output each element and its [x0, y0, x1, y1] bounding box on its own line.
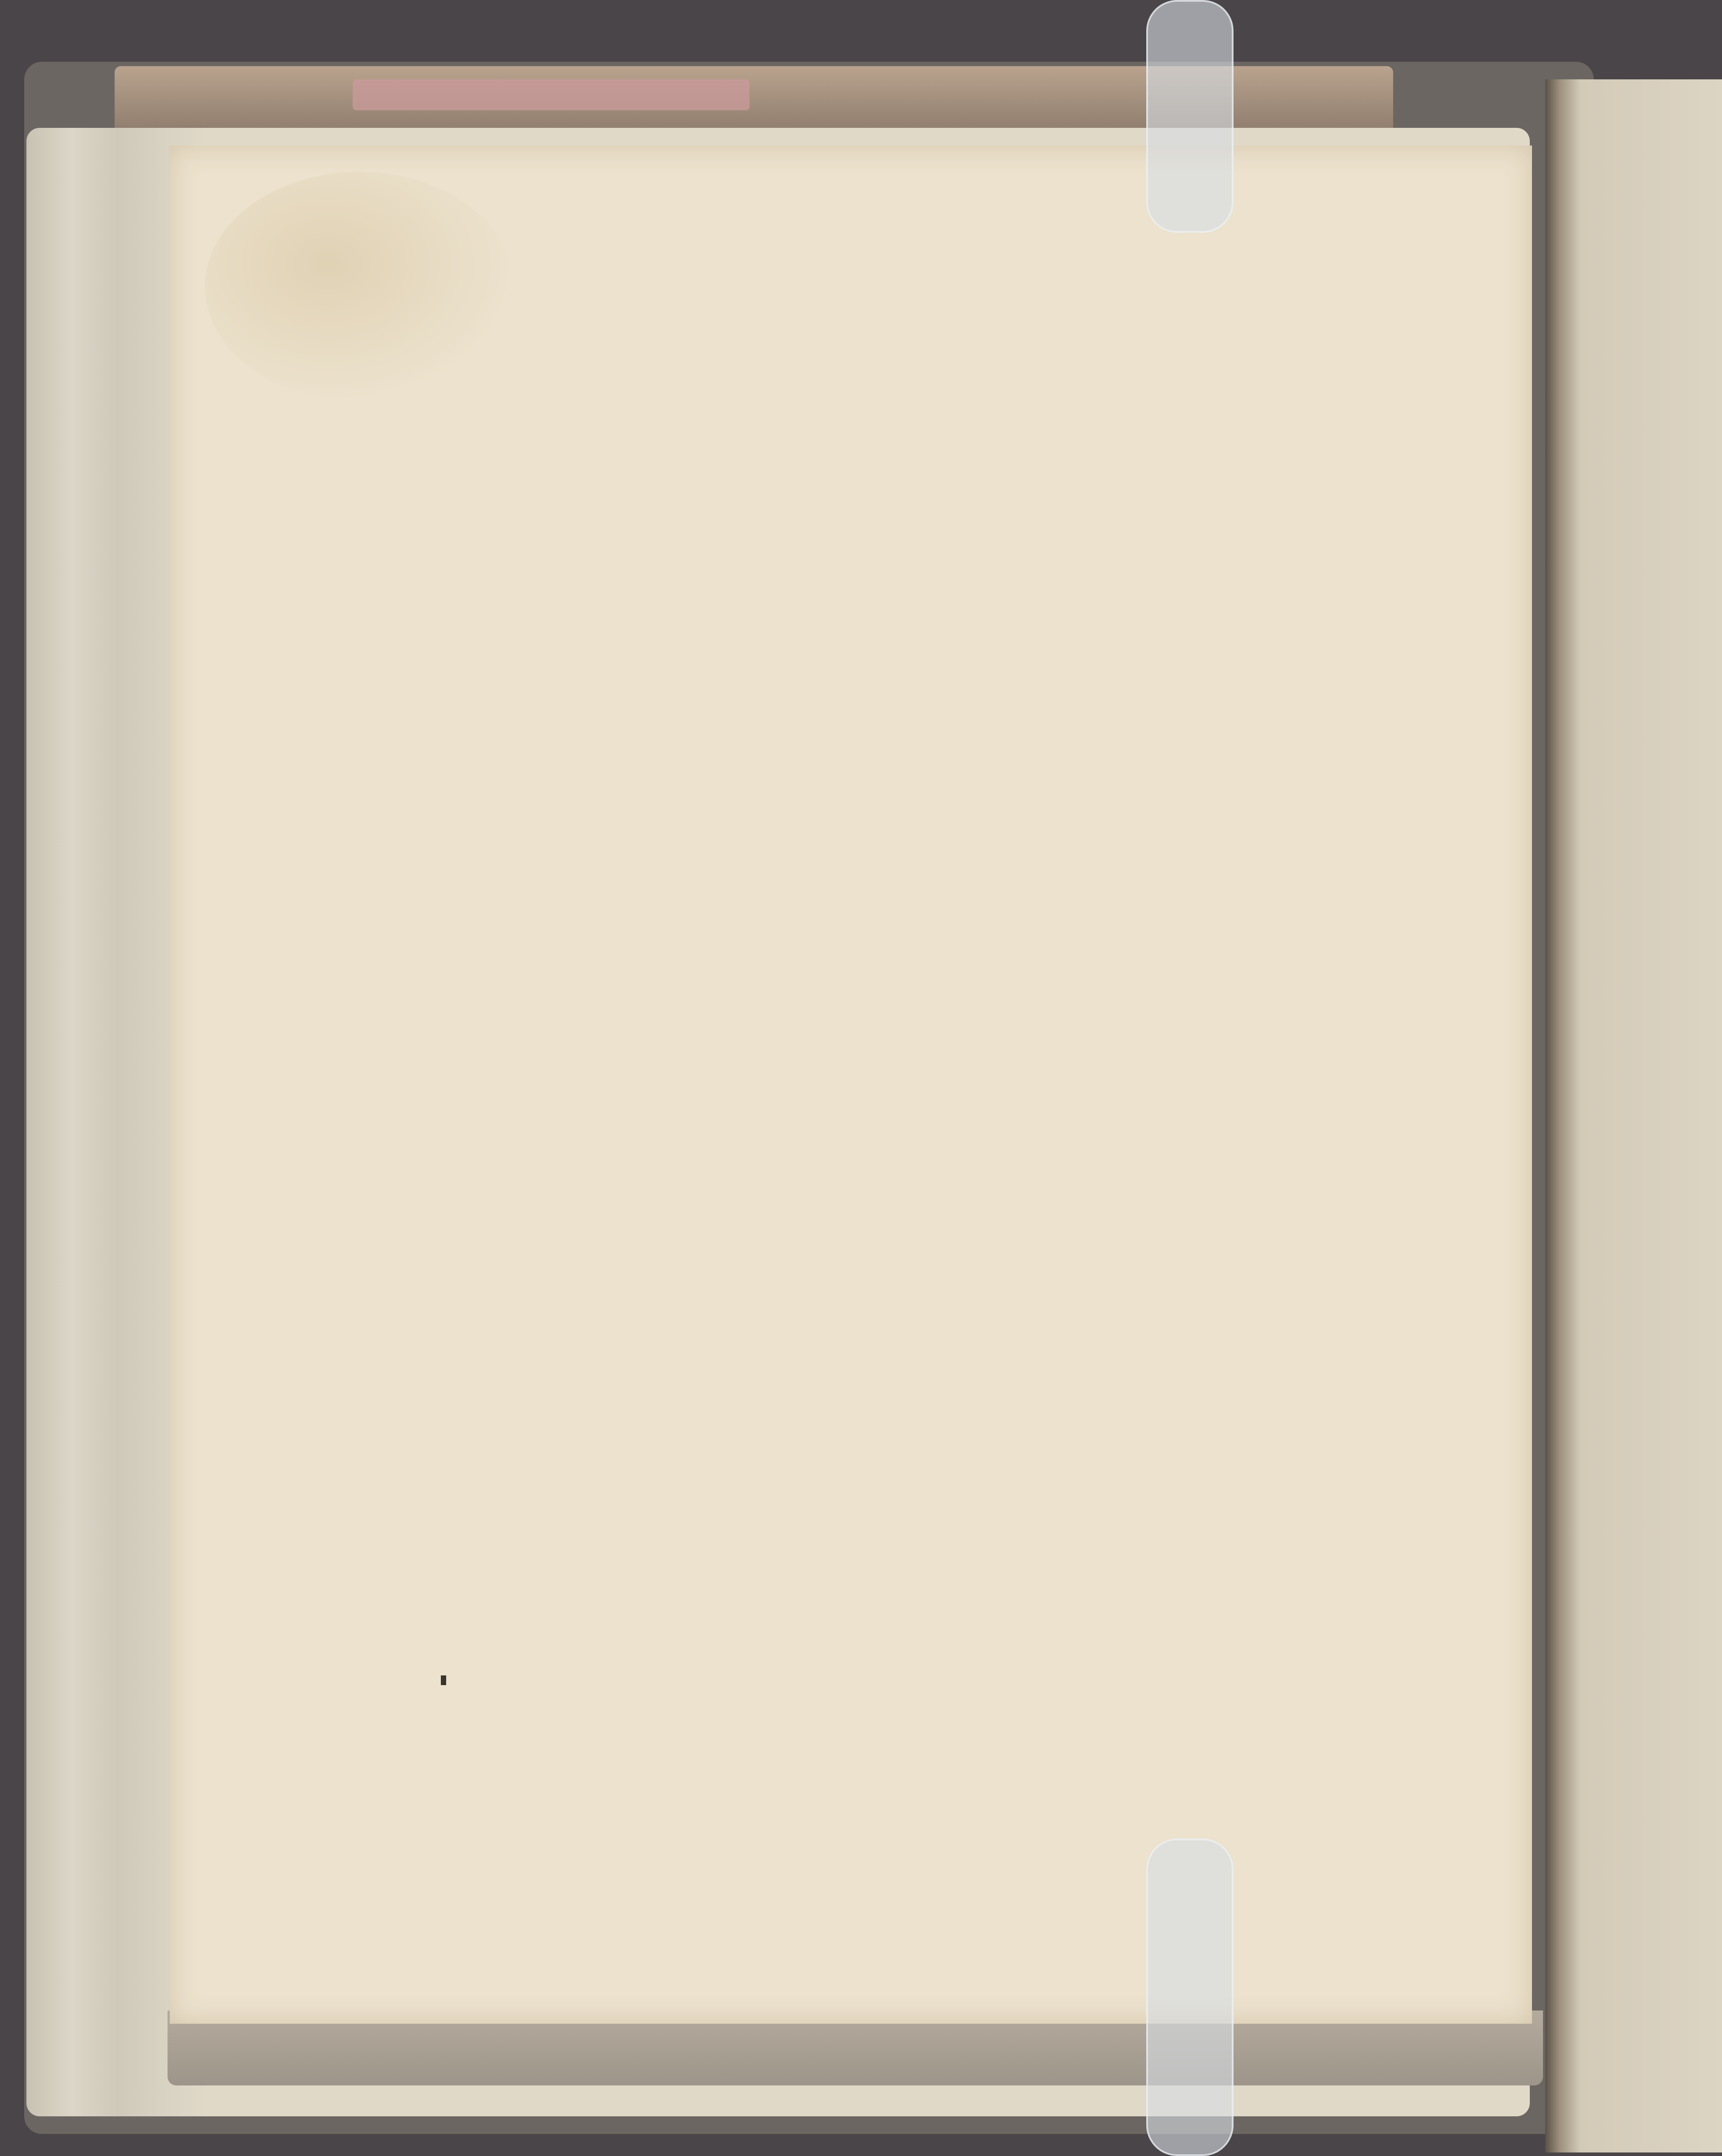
left-page [170, 145, 1532, 2024]
clip-top [1146, 0, 1234, 233]
clip-bottom [1146, 1839, 1234, 2156]
facing-page-text [1539, 88, 1722, 1940]
stray-mark [441, 1675, 446, 1685]
book-top-edge-red [353, 79, 749, 110]
water-stain [205, 172, 514, 401]
